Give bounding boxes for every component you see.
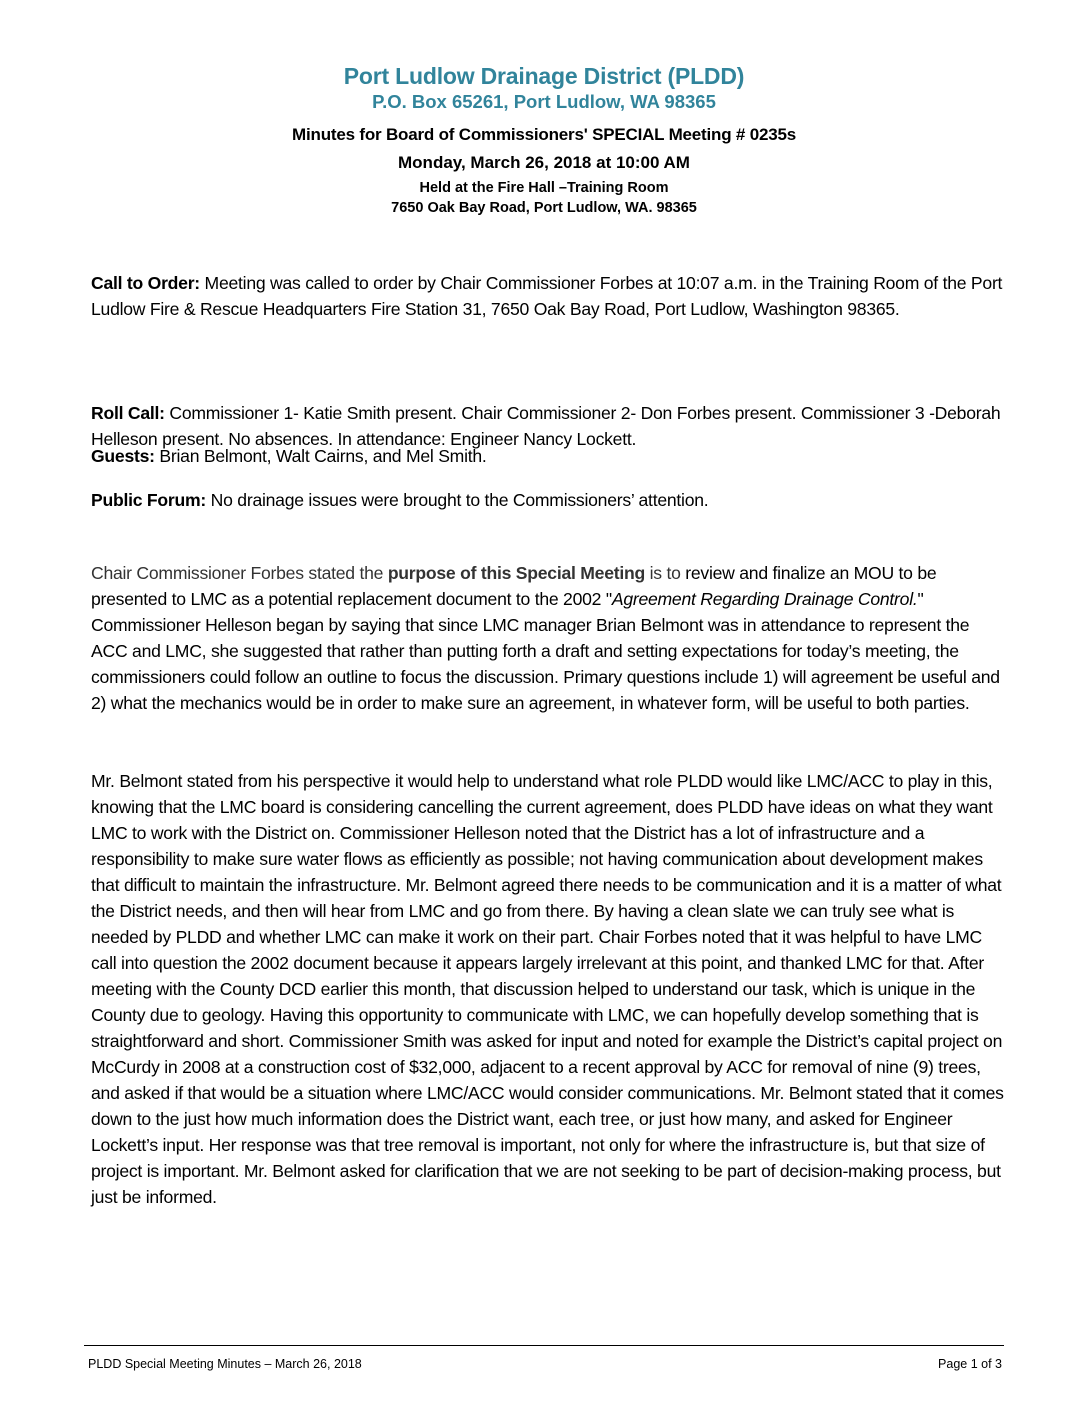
organization-name: Port Ludlow Drainage District (PLDD) bbox=[343, 63, 745, 89]
public-forum-label: Public Forum: bbox=[91, 490, 207, 510]
agreement-title: Agreement Regarding Drainage Control. bbox=[611, 589, 918, 609]
call-to-order-section bbox=[91, 270, 1006, 322]
purpose-intro: Chair Commissioner Forbes stated the bbox=[91, 563, 388, 583]
guests-section bbox=[91, 443, 1006, 469]
belmont-paragraph bbox=[91, 768, 1006, 1210]
public-forum-section bbox=[91, 487, 1006, 513]
meeting-date: Monday, March 26, 2018 at 10:00 AM bbox=[398, 153, 690, 172]
purpose-text-before-italic: review and finalize an MOU to be presented to LMC as a potential replacement document to the 2002 " bbox=[91, 563, 937, 609]
footer-document-title: PLDD Special Meeting Minutes – March 26, 2018 bbox=[88, 1357, 362, 1371]
meeting-place: Held at the Fire Hall –Training Room bbox=[419, 180, 669, 196]
footer-page-number: Page 1 of 3 bbox=[938, 1357, 1002, 1371]
purpose-text-after-italic: " Commissioner Helleson began by saying that since LMC manager Brian Belmont was in attendance to represent the ACC and LMC, she suggested that rather than putting forth a draft and setting expectations for today’s meeting, the commissioners could follow an outline to focus the discussion. Primary questions include 1) will agreement be useful and 2) what the mechanics would be in order to make sure an agreement, in whatever form, will be useful to both parties. bbox=[91, 589, 1000, 713]
call-to-order-label: Call to Order: bbox=[91, 273, 200, 293]
footer-divider bbox=[84, 1345, 1004, 1346]
organization-address: P.O. Box 65261, Port Ludlow, WA 98365 bbox=[372, 91, 716, 112]
roll-call-label: Roll Call: bbox=[91, 403, 165, 423]
meeting-title: Minutes for Board of Commissioners' SPECIAL Meeting # 0235s bbox=[292, 125, 796, 144]
guests-text: Brian Belmont, Walt Cairns, and Mel Smith. bbox=[154, 446, 487, 466]
purpose-connector: is to bbox=[644, 563, 681, 583]
public-forum-text: No drainage issues were brought to the Commissioners’ attention. bbox=[206, 490, 709, 510]
belmont-paragraph-text: Mr. Belmont stated from his perspective it would help to understand what role PLDD would like LMC/ACC to play in this, knowing that the LMC board is considering cancelling the current agreement, does PLDD have ideas on what they want LMC to work with the District on. Commissioner Helleson noted that the District has a lot of infrastructure and a responsibility to make sure water flows as efficiently as possible; not having communication about development makes that difficult to maintain the infrastructure. Mr. Belmont agreed there needs to be communication and it is a matter of what the District needs, and then will hear from LMC and go from there. By having a clean slate we can truly see what is needed by PLDD and whether LMC can make it work on their part. Chair Forbes noted that it was helpful to have LMC call into question the 2002 document because it appears largely irrelevant at this point, and thanked LMC for that. After meeting with the County DCD earlier this month, that discussion helped to understand our task, which is unique in the County due to geology. Having this opportunity to communicate with LMC, we can hopefully develop something that is straightforward and short. Commissioner Smith was asked for input and noted for example the District’s capital project on McCurdy in 2008 at a construction cost of $32,000, adjacent to a recent approval by ACC for removal of nine (9) trees, and asked if that would be a situation where LMC/ACC would consider communications. Mr. Belmont stated that it comes down to the just how much information does the District want, each tree, or just how many, and asked for Engineer Lockett’s input. Her response was that tree removal is important, not only for where the infrastructure is, but that size of project is important. Mr. Belmont asked for clarification that we are not seeking to be part of decision-making process, but just be informed. bbox=[91, 771, 1004, 1207]
meeting-address: 7650 Oak Bay Road, Port Ludlow, WA. 98365 bbox=[391, 200, 697, 216]
purpose-paragraph bbox=[91, 560, 1006, 716]
guests-label: Guests: bbox=[91, 446, 155, 466]
document-header bbox=[0, 62, 1088, 218]
roll-call-text: Commissioner 1- Katie Smith present. Chair Commissioner 2- Don Forbes present. Commissioner 3 -Deborah Helleson present. No absences. In attendance: Engineer Nancy Lockett. bbox=[91, 403, 1001, 449]
call-to-order-text: Meeting was called to order by Chair Commissioner Forbes at 10:07 a.m. in the Training Room of the Port Ludlow Fire & Rescue Headquarters Fire Station 31, 7650 Oak Bay Road, Port Ludlow, Washington 98365. bbox=[91, 273, 1003, 319]
purpose-bold-phrase: purpose of this Special Meeting bbox=[387, 563, 645, 583]
